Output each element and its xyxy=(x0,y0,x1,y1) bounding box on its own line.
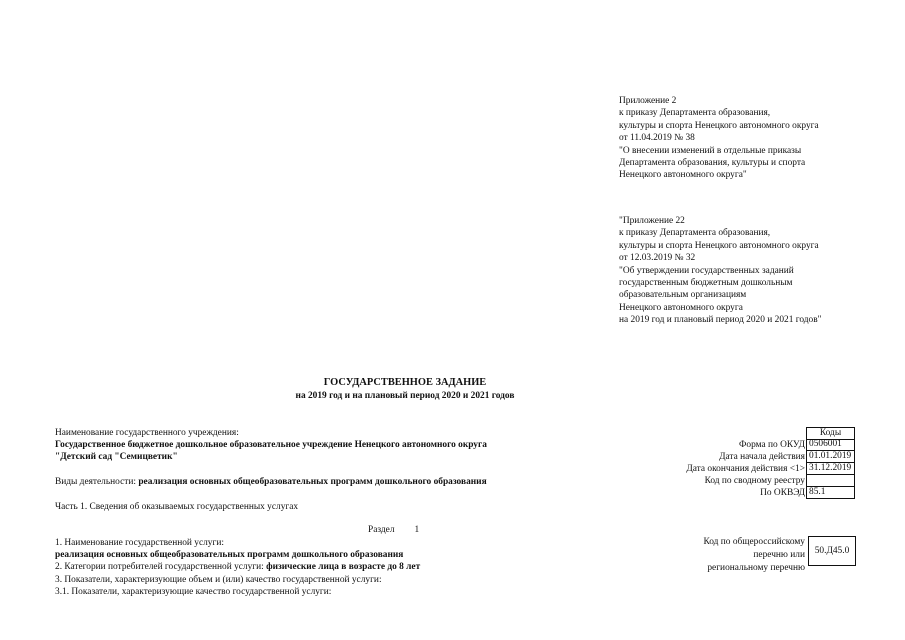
code-label-okud: Форма по ОКУД xyxy=(739,440,805,450)
code-label-end-date: Дата окончания действия <1> xyxy=(686,464,805,474)
section-label: Раздел xyxy=(368,525,395,535)
document-title: ГОСУДАРСТВЕННОЕ ЗАДАНИЕ xyxy=(323,377,487,388)
appendix-22-line: от 12.03.2019 № 32 xyxy=(619,253,696,264)
appendix-22-line: "Приложение 22 xyxy=(619,216,685,226)
code-value-end-date: 31.12.2019 xyxy=(806,463,855,475)
code-value-registry xyxy=(806,475,855,487)
appendix-2-line: Ненецкого автономного округа" xyxy=(619,170,747,181)
appendix-2-line: Департамента образования, культуры и спорта xyxy=(619,158,806,169)
registry-code-value: 50.Д45.0 xyxy=(814,545,850,556)
service-category-label: 2. Категории потребителей государственной услуги: xyxy=(55,562,267,572)
registry-label-line: Код по общероссийскому xyxy=(703,537,805,547)
code-value-okud: 0506001 xyxy=(806,439,855,451)
appendix-22-line: на 2019 год и плановый период 2020 и 2021 годов" xyxy=(619,315,822,326)
registry-code-label xyxy=(703,536,805,575)
code-label-start-date: Дата начала действия xyxy=(719,452,805,462)
appendix-22-line: к приказу Департамента образования, xyxy=(619,228,771,239)
org-label: Наименование государственного учреждения: xyxy=(55,428,239,438)
appendix-2-line: к приказу Департамента образования, xyxy=(619,108,771,119)
part-1-heading: Часть 1. Сведения об оказываемых государственных услугах xyxy=(55,502,299,512)
registry-label-line: перечню или xyxy=(753,550,805,560)
registry-label-line: региональному перечню xyxy=(707,563,805,573)
code-value-start-date: 01.01.2019 xyxy=(806,451,855,463)
appendix-2-line: Приложение 2 xyxy=(619,96,677,106)
section-heading xyxy=(368,524,419,536)
service-category-value: физические лица в возрасте до 8 лет xyxy=(266,562,421,572)
appendix-22-line: "Об утверждении государственных заданий xyxy=(619,265,794,276)
service-name-value: реализация основных общеобразовательных программ дошкольного образования xyxy=(55,550,404,560)
appendix-22-line: образовательным организациям xyxy=(619,290,747,301)
appendix-22-header xyxy=(619,215,821,327)
appendix-2-line: "О внесении изменений в отдельные приказы xyxy=(619,145,802,156)
service-indicators-line: 3. Показатели, характеризующие объем и (или) качество государственной услуги: xyxy=(55,575,382,585)
code-label-registry: Код по сводному реестру xyxy=(704,476,805,486)
service-category-line xyxy=(55,561,420,573)
appendix-22-line: государственным бюджетным дошкольным xyxy=(619,278,793,289)
section-number: 1 xyxy=(414,525,420,535)
service-name-label: 1. Наименование государственной услуги: xyxy=(55,538,224,548)
appendix-22-line: Ненецкого автономного округа xyxy=(619,302,743,313)
appendix-2-header xyxy=(619,95,819,182)
appendix-22-line: культуры и спорта Ненецкого автономного округа xyxy=(619,240,819,251)
activity-label: Виды деятельности: xyxy=(55,477,139,487)
org-name-line-2: "Детский сад "Семицветик" xyxy=(55,452,178,462)
codes-header: Коды xyxy=(806,427,855,440)
service-quality-line: 3.1. Показатели, характеризующие качество государственной услуги: xyxy=(55,587,332,597)
appendix-2-line: от 11.04.2019 № 38 xyxy=(619,133,695,144)
org-name-line-1: Государственное бюджетное дошкольное образовательное учреждение Ненецкого автономного округа xyxy=(55,440,487,450)
appendix-2-line: культуры и спорта Ненецкого автономного округа xyxy=(619,120,819,131)
document-subtitle: на 2019 год и на плановый период 2020 и 2021 годов xyxy=(295,391,515,401)
activity-value: реализация основных общеобразовательных программ дошкольного образования xyxy=(138,477,487,487)
activity-line xyxy=(55,476,487,488)
code-label-okved: По ОКВЭД xyxy=(760,488,805,498)
code-value-okved: 85.1 xyxy=(806,487,855,499)
registry-code-box xyxy=(808,536,856,566)
